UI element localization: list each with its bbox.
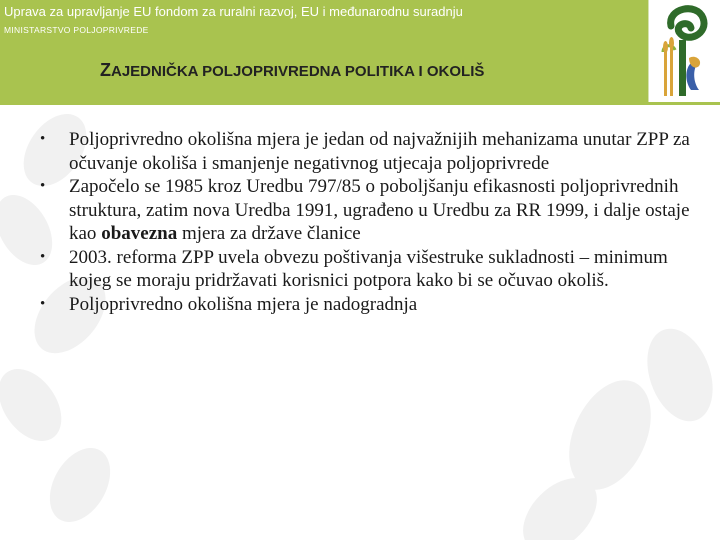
bullet-bold-text: obavezna (101, 223, 178, 244)
bullet-text: Poljoprivredno okolišna mjera je nadogradnja (69, 293, 418, 315)
ministry-logo (648, 0, 720, 102)
bullet-dot: • (40, 131, 46, 147)
bullet-text: Poljoprivredno okolišna mjera je jedan od najvažnijih mehanizama unutar ZPP za očuvanje okoliša i smanjenje negativnog utjecaja poljoprivrede (69, 129, 690, 174)
header-ministry-line: MINISTARSTVO POLJOPRIVREDE (4, 25, 149, 35)
bullet-text: Započelo se 1985 kroz Uredbu 797/85 o poboljšanju efikasnosti poljoprivrednih struktura, zatim nova Uredba 1991, ugrađeno u Uredbu za RR 1999, i dalje ostaje kao (69, 176, 690, 244)
bullet-item (40, 175, 690, 246)
slide-title-rest: AJEDNIČKA POLJOPRIVREDNA POLITIKA I OKOLIŠ (111, 63, 485, 80)
bullet-dot: • (40, 178, 46, 194)
ministry-logo-icon (649, 0, 720, 102)
slide-title-first-letter: Z (100, 60, 111, 80)
bullet-dot: • (40, 248, 46, 265)
bullet-text: mjera za države članice (177, 223, 361, 244)
bullet-dot: • (40, 295, 46, 312)
slide-title (100, 60, 484, 81)
bullet-text: 2003. reforma ZPP uvela obvezu poštivanja višestruke sukladnosti – minimum kojeg se moraju pridržavati korisnici potpora kako bi se očuvao okoliš. (69, 246, 668, 291)
bullet-item (40, 293, 690, 317)
header-org-line: Uprava za upravljanje EU fondom za ruralni razvoj, EU i međunarodnu suradnju (4, 4, 463, 19)
bullet-item (40, 246, 690, 293)
header-band (0, 0, 720, 105)
bullet-item (40, 128, 690, 175)
bullet-list (40, 128, 690, 316)
